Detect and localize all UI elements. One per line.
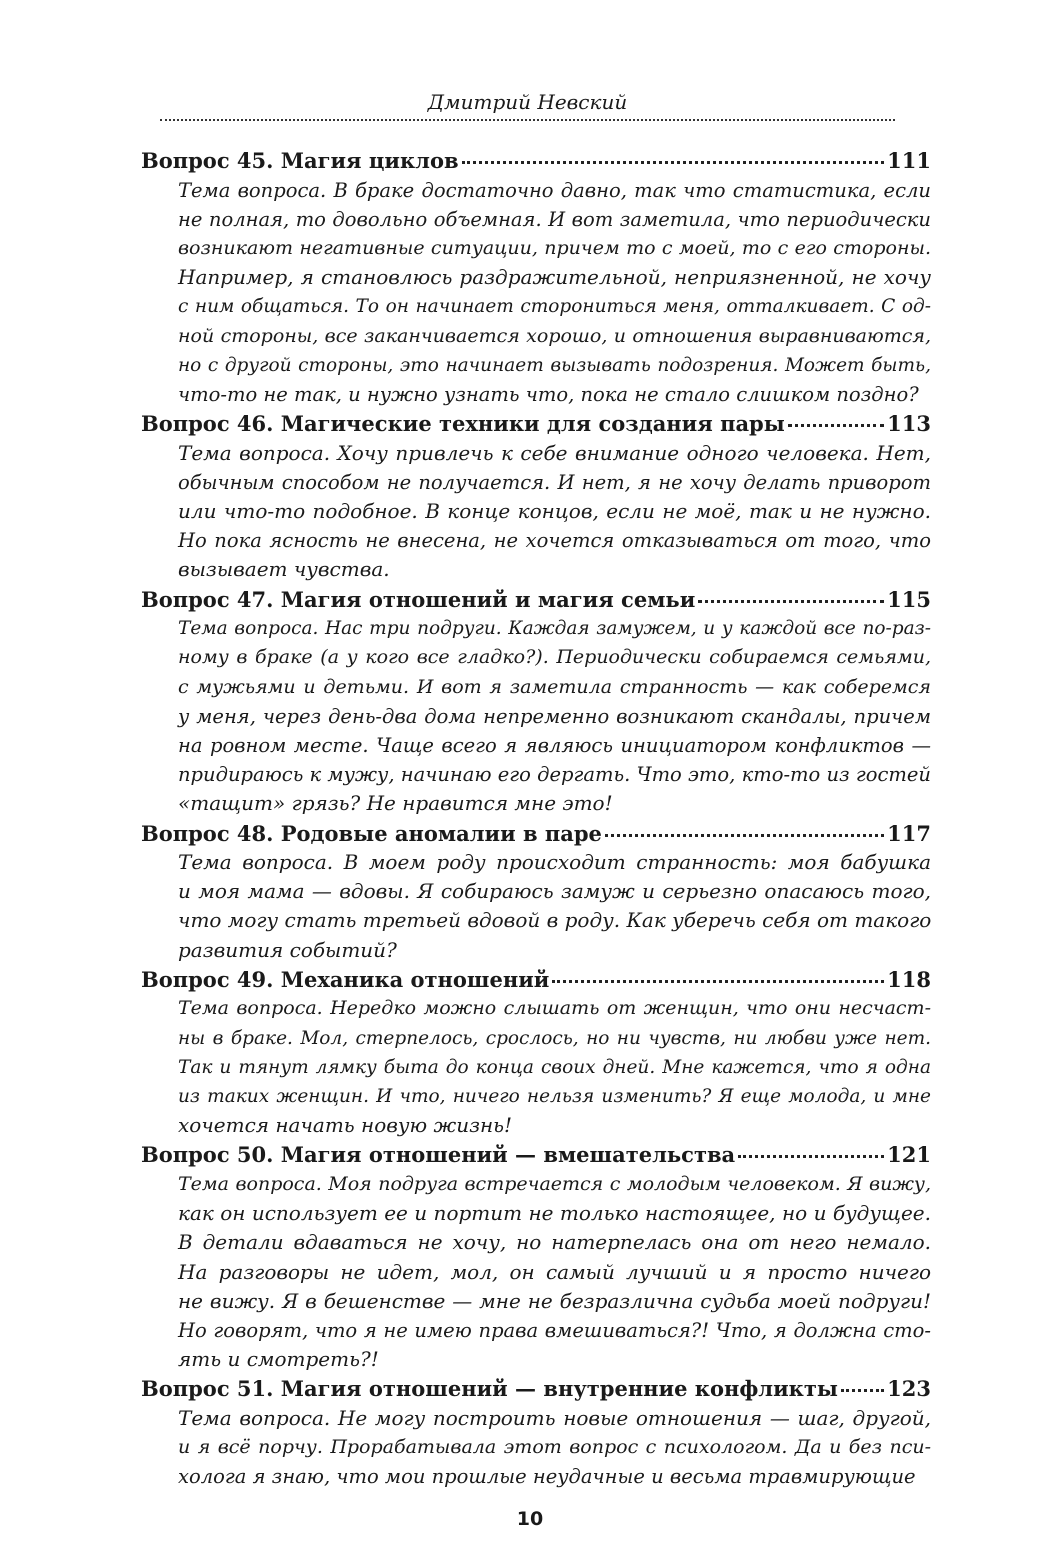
toc-entry-title: Вопрос 46. Магические техники для создания пары: [141, 411, 785, 437]
description-line: Тема вопроса. Не могу построить новые отношения — шаг, другой,: [178, 1405, 931, 1430]
toc-entry-heading[interactable]: [141, 1140, 931, 1170]
description-line: или что-то подобное. В конце концов, если не моё, так и не нужно.: [178, 499, 931, 524]
description-line: ны в браке. Мол, стерпелось, срослось, но ни чувств, ни любви уже нет.: [178, 1027, 931, 1049]
description-line: Например, я становлюсь раздражительной, неприязненной, не хочу: [178, 265, 931, 290]
dot-leader: [738, 1155, 884, 1158]
description-line: ной стороны, все заканчивается хорошо, и отношения выравниваются,: [178, 324, 931, 347]
description-line: и я всё порчу. Прорабатывала этот вопрос с психологом. Да и без пси-: [178, 1436, 931, 1459]
description-line: ять и смотреть?!: [178, 1347, 379, 1372]
toc-entry-description: [178, 848, 931, 965]
description-line: Тема вопроса. В моем роду происходит странность: моя бабушка: [178, 850, 931, 875]
toc-entry[interactable]: [141, 409, 931, 585]
toc-entry-description: [178, 176, 931, 410]
description-line: «тащит» грязь? Не нравится мне это!: [178, 791, 613, 816]
description-line: ному в браке (а у кого все гладко?). Периодически собираемся семьями,: [178, 646, 931, 669]
toc-entry-description: [178, 994, 931, 1140]
toc-entry-page-number: 111: [887, 148, 931, 173]
toc-entry-title: Вопрос 49. Механика отношений: [141, 966, 550, 992]
toc-entry-page-number: 113: [887, 411, 931, 437]
toc-entry[interactable]: [141, 146, 931, 409]
toc-entry-heading[interactable]: [141, 409, 931, 439]
toc-entry-description: [178, 1404, 931, 1492]
toc-entry-page-number: 123: [887, 1376, 931, 1402]
dot-leader: [552, 980, 884, 983]
toc-entry[interactable]: [141, 1140, 931, 1374]
page-number: 10: [516, 1508, 544, 1530]
description-line: не полная, то довольно объемная. И вот заметила, что периодически: [178, 207, 931, 231]
dot-leader: [788, 424, 884, 427]
description-line: вызывает чувства.: [178, 557, 390, 582]
toc-entry-page-number: 121: [887, 1142, 931, 1168]
toc-entry[interactable]: [141, 819, 931, 965]
description-line: Тема вопроса. Моя подруга встречается с молодым человеком. Я вижу,: [178, 1172, 931, 1195]
description-line: что могу стать третьей вдовой в роду. Как уберечь себя от такого: [178, 908, 932, 933]
dot-leader: [605, 834, 884, 837]
dot-leader: [698, 600, 884, 603]
toc-entry-description: [178, 614, 931, 818]
description-line: холога я знаю, что мои прошлые неудачные и весьма травмирующие: [178, 1465, 916, 1489]
toc-entry-page-number: 115: [887, 586, 931, 612]
toc-entry-heading[interactable]: [141, 146, 931, 176]
toc-entry-title: Вопрос 51. Магия отношений — внутренние конфликты: [141, 1376, 838, 1402]
toc-entry-title: Вопрос 50. Магия отношений — вмешательства: [141, 1142, 736, 1168]
description-line: обычным способом не получается. И нет, я не хочу делать приворот: [178, 470, 931, 494]
description-line: как он использует ее и портит не только настоящее, но и будущее.: [178, 1201, 931, 1226]
dot-leader: [462, 161, 885, 164]
description-line: с мужьями и детьми. И вот я заметила странность — как соберемся: [178, 675, 931, 698]
toc-entry-title: Вопрос 45. Магия циклов: [141, 148, 459, 173]
description-line: из таких женщин. И что, ничего нельзя изменить? Я еще молода, и мне: [178, 1085, 931, 1107]
description-line: Но пока ясность не внесена, не хочется отказываться от того, что: [178, 529, 931, 553]
toc-entry[interactable]: [141, 585, 931, 819]
description-line: что-то не так, и нужно узнать что, пока не стало слишком поздно?: [178, 382, 919, 406]
description-line: Так и тянут лямку быта до конца своих дней. Мне кажется, что я одна: [178, 1056, 931, 1078]
description-line: на ровном месте. Чаще всего я являюсь инициатором конфликтов —: [178, 733, 931, 757]
toc-entry-heading[interactable]: [141, 965, 931, 995]
toc-entry-page-number: 117: [887, 820, 931, 846]
description-line: Но говорят, что я не имею права вмешиваться?! Что, я должна сто-: [178, 1318, 931, 1342]
toc-entry-title: Вопрос 47. Магия отношений и магия семьи: [141, 586, 696, 612]
toc-entry-page-number: 118: [887, 966, 931, 992]
description-line: Тема вопроса. Нас три подруги. Каждая замужем, и у каждой все по-раз-: [178, 618, 931, 640]
description-line: не вижу. Я в бешенстве — мне не безразлична судьба моей подруги!: [178, 1288, 931, 1313]
running-header-author: Дмитрий Невский: [427, 90, 628, 114]
description-line: На разговоры не идет, мол, он самый лучший и я просто ничего: [178, 1259, 931, 1284]
description-line: Тема вопроса. В браке достаточно давно, так что статистика, если: [178, 178, 931, 202]
toc-entry-heading[interactable]: [141, 1374, 931, 1404]
toc-entry-description: [178, 439, 931, 585]
toc-entry-title: Вопрос 48. Родовые аномалии в паре: [141, 820, 602, 846]
description-line: придираюсь к мужу, начинаю его дергать. Что это, кто-то из гостей: [178, 763, 931, 787]
description-line: В детали вдаваться не хочу, но натерпелась она от него немало.: [178, 1230, 931, 1255]
toc-entry-heading[interactable]: [141, 819, 931, 849]
toc-entry-heading[interactable]: [141, 585, 931, 615]
toc-entry[interactable]: [141, 1374, 931, 1491]
description-line: с ним общаться. То он начинает сторониться меня, отталкивает. С од-: [178, 296, 931, 318]
description-line: возникают негативные ситуации, причем то с моей, то с его стороны.: [178, 236, 931, 259]
toc-entry[interactable]: [141, 965, 931, 1141]
description-line: у меня, через день-два дома непременно возникают скандалы, причем: [178, 704, 931, 728]
description-line: Тема вопроса. Нередко можно слышать от женщин, что они несчаст-: [178, 997, 931, 1020]
header-dotted-rule: [160, 119, 895, 121]
description-line: развития событий?: [178, 937, 397, 962]
description-line: Тема вопроса. Хочу привлечь к себе внимание одного человека. Нет,: [178, 440, 931, 465]
toc-entry-description: [178, 1170, 931, 1374]
description-line: и моя мама — вдовы. Я собираюсь замуж и серьезно опасаюсь того,: [178, 879, 931, 904]
dot-leader: [841, 1389, 884, 1392]
description-line: хочется начать новую жизнь!: [178, 1113, 513, 1138]
table-of-contents: [141, 146, 931, 1491]
description-line: но с другой стороны, это начинает вызывать подозрения. Может быть,: [178, 354, 931, 376]
